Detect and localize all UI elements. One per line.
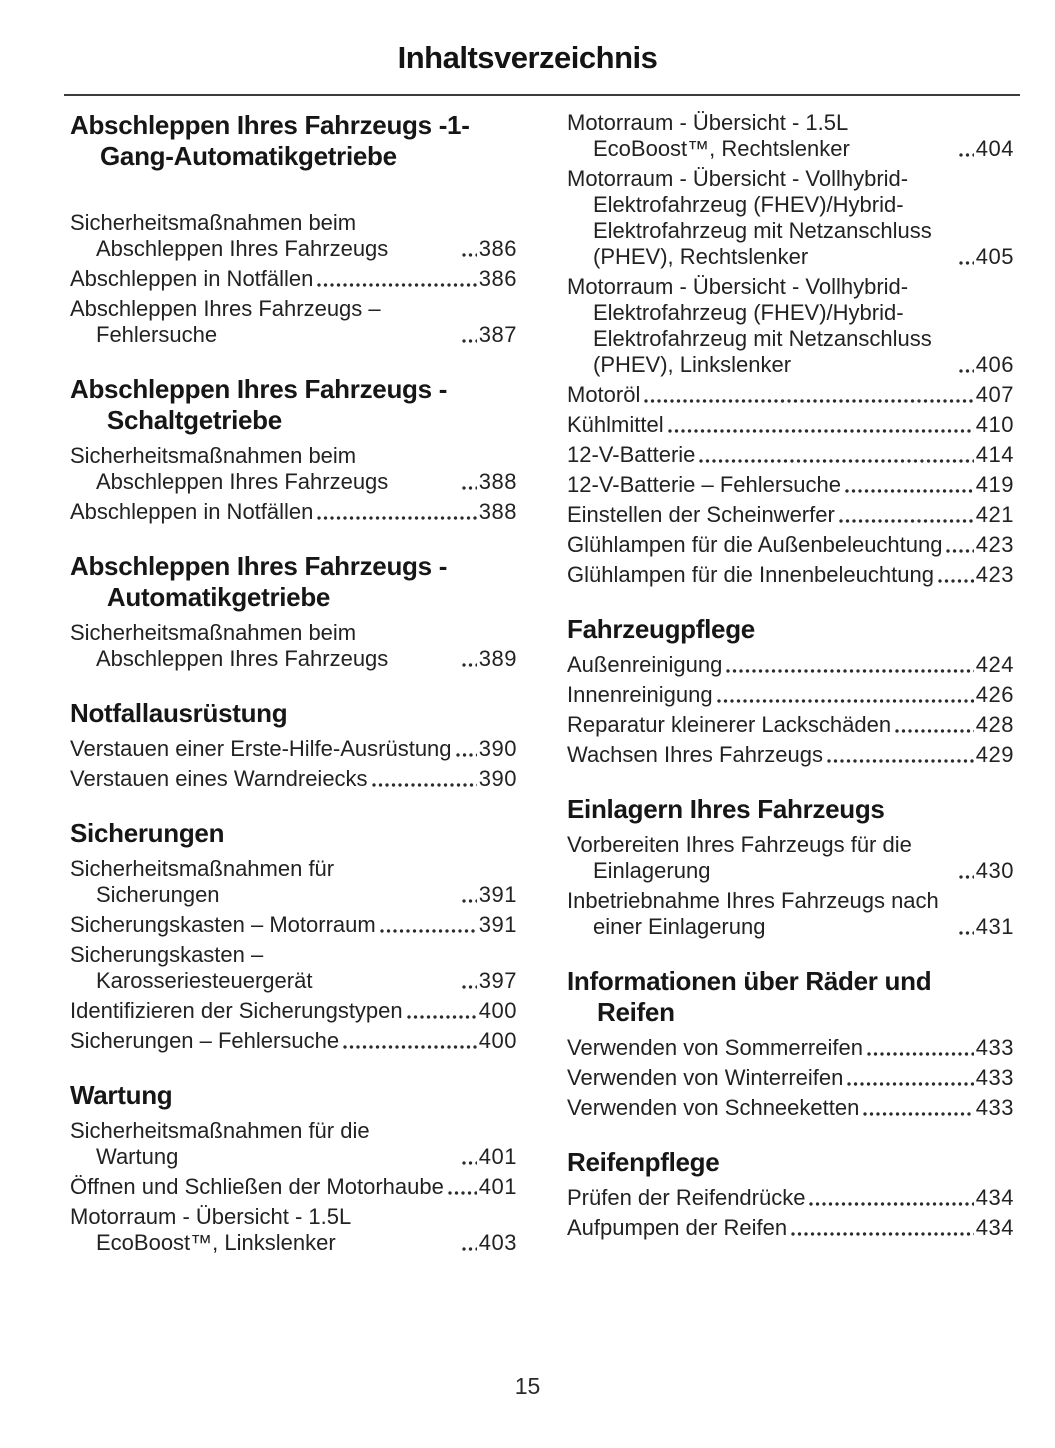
toc-entry [567,1035,1014,1061]
toc-entry [70,1118,517,1170]
toc-entry [567,1095,1014,1121]
entry-title: Sicherheitsmaßnahmen beim Abschleppen Ihres Fahrzeugs [70,620,389,671]
dot-leader [461,898,477,904]
entry-title: Sicherungskasten – Motorraum [70,912,376,937]
dot-leader [937,578,974,584]
page-header [0,0,1055,96]
dot-leader [461,662,477,668]
entry-title: Glühlampen für die Außenbeleuchtung [567,532,943,557]
toc-entry [70,1174,517,1200]
entry-title: Öffnen und Schließen der Motorhaube [70,1174,444,1199]
entry-page-number: 423 [975,562,1014,587]
entry-page-number: 401 [478,1174,517,1199]
toc-column-left [70,110,517,1260]
entry-page-number: 388 [478,499,517,524]
dot-leader [808,1201,973,1207]
toc-entry [70,1028,517,1054]
dot-leader [316,515,476,521]
toc-entry [567,1185,1014,1211]
entry-title: Aufpumpen der Reifen [567,1215,788,1240]
entry-page-number: 419 [975,472,1014,497]
toc-entry [567,888,1014,940]
entry-page-number: 386 [478,266,517,291]
entry-page-number: 405 [975,244,1014,269]
entry-title: Reparatur kleinerer Lackschäden [567,712,892,737]
toc-section [70,110,517,348]
entry-page-number: 387 [478,322,517,347]
toc-entry [567,502,1014,528]
dot-leader [379,928,477,934]
entry-title: Innenreinigung [567,682,713,707]
entry-title: Abschleppen Ihres Fahrzeugs – Fehlersuche [70,296,381,347]
toc-entry [567,832,1014,884]
dot-leader [461,984,477,990]
entry-title: 12-V-Batterie – Fehlersuche [567,472,841,497]
entry-title: Inbetriebnahme Ihres Fahrzeugs nach einer Einlagerung [567,888,939,939]
entry-page-number: 407 [975,382,1014,407]
toc-entry [567,682,1014,708]
toc-entry [70,620,517,672]
dot-leader [406,1014,477,1020]
toc-entry [567,532,1014,558]
page-title: Inhaltsverzeichnis [397,40,658,75]
entry-page-number: 401 [478,1144,517,1169]
toc-entry [567,562,1014,588]
dot-leader [958,152,974,158]
entry-page-number: 390 [478,736,517,761]
entry-title: Kühlmittel [567,412,664,437]
toc-entry [70,912,517,938]
entry-title: Abschleppen in Notfällen [70,499,314,524]
entry-title: Außenreinigung [567,652,723,677]
dot-leader [862,1111,973,1117]
toc-entry [567,412,1014,438]
dot-leader [667,428,974,434]
dot-leader [698,458,973,464]
toc-section [70,374,517,525]
toc-entry [567,742,1014,768]
entry-page-number: 431 [975,914,1014,939]
dot-leader [790,1231,974,1237]
entry-page-number: 386 [478,236,517,261]
entry-title: Sicherheitsmaßnahmen beim Abschleppen Ihres Fahrzeugs [70,210,389,261]
entry-page-number: 397 [478,968,517,993]
entry-title: Verwenden von Schneeketten [567,1095,860,1120]
dot-leader [316,282,476,288]
dot-leader [894,728,974,734]
entry-page-number: 430 [975,858,1014,883]
toc-entry [567,274,1014,378]
entry-title: Prüfen der Reifendrücke [567,1185,806,1210]
entry-title: Motorraum - Übersicht - Vollhybrid-Elektrofahrzeug (FHEV)/Hybrid-Elektrofahrzeug mit Netzanschluss (PHEV), Linkslenker [567,274,932,377]
toc-entry [70,296,517,348]
section-heading: Reifenpflege [567,1147,720,1177]
entry-page-number: 433 [975,1065,1014,1090]
toc-section [567,1147,1014,1241]
entry-page-number: 391 [478,912,517,937]
dot-leader [846,1081,973,1087]
entry-title: Motoröl [567,382,641,407]
toc-entry [567,472,1014,498]
entry-title: Glühlampen für die Innenbeleuchtung [567,562,934,587]
toc-entry [70,210,517,262]
entry-title: Verstauen einer Erste-Hilfe-Ausrüstung [70,736,452,761]
dot-leader [716,698,974,704]
entry-page-number: 404 [975,136,1014,161]
entry-page-number: 400 [478,1028,517,1053]
toc-section [70,551,517,672]
dot-leader [643,398,973,404]
dot-leader [958,260,974,266]
entry-title: Verwenden von Winterreifen [567,1065,844,1090]
entry-page-number: 428 [975,712,1014,737]
dot-leader [342,1044,477,1050]
section-heading: Wartung [70,1080,173,1110]
dot-leader [958,930,974,936]
dot-leader [958,874,974,880]
toc-entry [70,998,517,1024]
section-heading: Abschleppen Ihres Fahrzeugs -1-Gang-Automatikgetriebe [70,110,470,171]
toc-entry [70,266,517,292]
entry-page-number: 389 [478,646,517,671]
entry-page-number: 421 [975,502,1014,527]
entry-page-number: 400 [478,998,517,1023]
toc-entry [567,166,1014,270]
entry-page-number: 426 [975,682,1014,707]
dot-leader [844,488,974,494]
entry-title: Sicherungskasten – Karosseriesteuergerät [70,942,313,993]
entry-page-number: 433 [975,1095,1014,1120]
entry-page-number: 391 [478,882,517,907]
entry-title: 12-V-Batterie [567,442,696,467]
dot-leader [725,668,973,674]
toc-entry [70,1204,517,1256]
footer-page-number: 15 [514,1373,541,1399]
entry-title: Sicherheitsmaßnahmen für die Wartung [70,1118,370,1169]
entry-page-number: 406 [975,352,1014,377]
toc-entry [567,712,1014,738]
section-heading: Fahrzeugpflege [567,614,755,644]
dot-leader [455,752,477,758]
entry-page-number: 414 [975,442,1014,467]
toc-section [567,794,1014,940]
dot-leader [461,252,477,258]
entry-page-number: 433 [975,1035,1014,1060]
dot-leader [461,1246,477,1252]
entry-page-number: 403 [478,1230,517,1255]
toc-entry [70,499,517,525]
entry-title: Wachsen Ihres Fahrzeugs [567,742,823,767]
toc-section [70,698,517,792]
toc-section [70,818,517,1054]
entry-title: Verwenden von Sommerreifen [567,1035,863,1060]
dot-leader [866,1051,974,1057]
entry-title: Sicherheitsmaßnahmen beim Abschleppen Ihres Fahrzeugs [70,443,389,494]
toc-entry [70,443,517,495]
dot-leader [447,1190,477,1196]
entry-page-number: 424 [975,652,1014,677]
toc-entry [70,856,517,908]
toc-section [567,110,1014,588]
dot-leader [958,368,974,374]
toc-entry [567,1065,1014,1091]
entry-title: Motorraum - Übersicht - Vollhybrid-Elektrofahrzeug (FHEV)/Hybrid-Elektrofahrzeug mit Netzanschluss (PHEV), Rechtslenker [567,166,932,269]
toc-entry [567,382,1014,408]
entry-title: Abschleppen in Notfällen [70,266,314,291]
dot-leader [838,518,974,524]
entry-title: Sicherungen – Fehlersuche [70,1028,340,1053]
entry-page-number: 429 [975,742,1014,767]
toc-section [567,614,1014,768]
toc-entry [70,766,517,792]
entry-title: Motorraum - Übersicht - 1.5L EcoBoost™, Rechtslenker [567,110,850,161]
toc-column-right [567,110,1014,1260]
dot-leader [461,485,477,491]
section-heading: Informationen über Räder und Reifen [567,966,932,1027]
entry-title: Motorraum - Übersicht - 1.5L EcoBoost™, Linkslenker [70,1204,351,1255]
entry-title: Vorbereiten Ihres Fahrzeugs für die Einlagerung [567,832,912,883]
section-heading: Sicherungen [70,818,225,848]
toc-entry [70,736,517,762]
section-heading: Einlagern Ihres Fahrzeugs [567,794,885,824]
toc-section [567,966,1014,1121]
entry-page-number: 410 [975,412,1014,437]
toc-entry [567,442,1014,468]
section-heading: Abschleppen Ihres Fahrzeugs - Schaltgetriebe [70,374,448,435]
entry-title: Sicherheitsmaßnahmen für Sicherungen [70,856,335,907]
section-heading: Notfallausrüstung [70,698,288,728]
toc-entry [70,942,517,994]
toc-entry [567,1215,1014,1241]
dot-leader [826,758,974,764]
section-heading: Abschleppen Ihres Fahrzeugs - Automatikgetriebe [70,551,448,612]
entry-title: Verstauen eines Warndreiecks [70,766,368,791]
toc-entry [567,110,1014,162]
toc-section [70,1080,517,1256]
dot-leader [461,1160,477,1166]
toc [0,96,1055,1260]
entry-page-number: 390 [478,766,517,791]
entry-title: Einstellen der Scheinwerfer [567,502,835,527]
entry-page-number: 423 [975,532,1014,557]
entry-title: Identifizieren der Sicherungstypen [70,998,403,1023]
dot-leader [945,548,973,554]
dot-leader [461,338,477,344]
dot-leader [371,782,477,788]
entry-page-number: 434 [975,1215,1014,1240]
entry-page-number: 388 [478,469,517,494]
entry-page-number: 434 [975,1185,1014,1210]
toc-entry [567,652,1014,678]
